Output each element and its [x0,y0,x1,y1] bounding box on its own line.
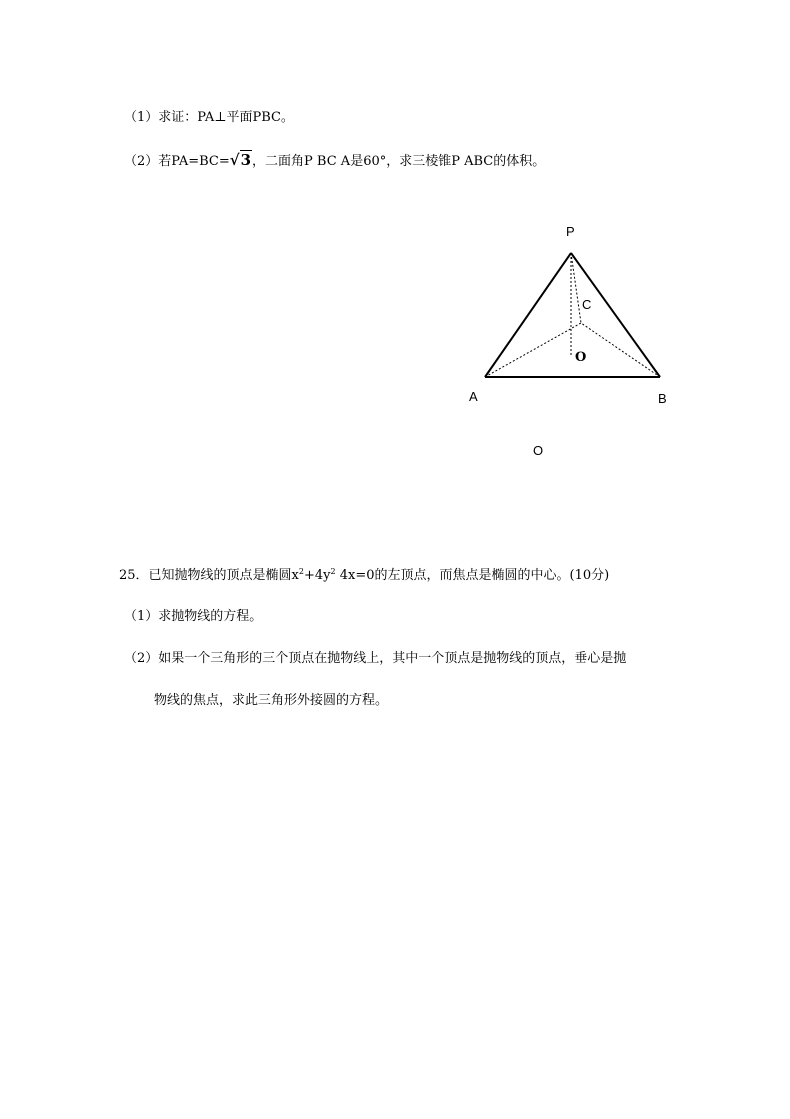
label-O-below: O [533,443,544,458]
equation-tail: 4x=0 [335,568,375,583]
part-text: 求抛物线的方程。 [158,609,263,624]
part-text-before: 若PA=BC= [158,154,230,169]
edge-BC [581,323,660,377]
problem25-part2-line1 [124,651,626,667]
equation [292,568,375,583]
equation-exponent-2: 2 [330,567,336,576]
edge-AC [485,323,581,377]
equation-exponent-1: 2 [298,567,304,576]
part-text-after: ，二面角P BC A是60°，求三棱锥P ABC的体积。 [252,154,546,169]
equation-x: x [291,568,299,583]
heading-prefix: 25．已知抛物线的顶点是椭圆 [119,568,292,583]
part-number: （2） [124,651,159,666]
equation-mid: +4y [303,568,331,583]
part-text: 如果一个三角形的三个顶点在抛物线上，其中一个顶点是抛物线的顶点，垂心是抛 [158,651,627,666]
sqrt-radicand: 3 [240,151,252,169]
label-C: C [582,297,592,312]
edge-PA [485,253,571,377]
label-P: P [566,224,575,239]
part-number: （2） [124,154,159,169]
part-number: （1） [124,110,159,125]
sqrt-symbol: √ [229,151,240,169]
part-text: 求证：PA⊥平面PBC。 [158,110,294,125]
problem25-heading [119,568,609,584]
label-B: B [658,391,667,406]
problem25-part1 [124,609,262,625]
part-text-continued: 物线的焦点，求此三角形外接圆的方程。 [154,693,389,708]
heading-suffix: 的左顶点，而焦点是椭圆的中心。(10分) [374,568,610,583]
label-A: A [469,389,478,404]
problem25-part2-line2 [154,693,388,709]
label-O-inner: O [575,350,587,365]
part-number: （1） [124,609,159,624]
